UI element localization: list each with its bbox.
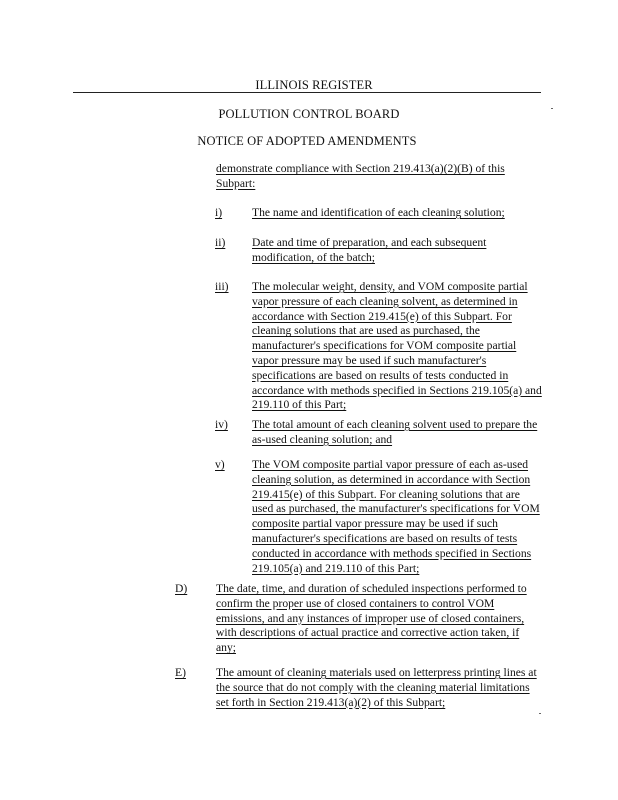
item-text-d: The date, time, and duration of scheduled inspections performed to confirm the proper use of closed containers to control VOM emissions, and any instances of improper use of closed containers, with descriptions of actual practice and corrective action taken, if any; [216, 582, 527, 655]
subitem-label-i: i) [215, 206, 223, 219]
header-rule [73, 92, 541, 93]
subitem-label-v: v) [215, 458, 225, 471]
intro-paragraph: demonstrate compliance with Section 219.413(a)(2)(B) of this Subpart: [216, 162, 505, 190]
subitem-label-ii: ii) [215, 236, 226, 249]
notice-title: NOTICE OF ADOPTED AMENDMENTS [197, 134, 417, 148]
scan-speck [539, 713, 541, 714]
subitem-text-iii: The molecular weight, density, and VOM composite partial vapor pressure of each cleaning solvent, as determined in accordance with Section 219.415(e) of this Subpart. For cleaning solutions that are used as purchased, the manufacturer's specifications for VOM composite partial vapor pressure may be used if such manufacturer's specifications are based on results of tests conducted in accordance with methods specified in Sections 219.105(a) and 219.110 of this Part; [252, 280, 542, 412]
agency-name: POLLUTION CONTROL BOARD [218, 107, 400, 121]
subitem-text-iv: The total amount of each cleaning solvent used to prepare the as-used cleaning solution; and [252, 418, 538, 446]
item-text-e: The amount of cleaning materials used on letterpress printing lines at the source that do not comply with the cleaning material limitations set forth in Section 219.413(a)(2) of this Subpart; [216, 666, 537, 709]
item-label-d: D) [175, 582, 188, 595]
subitem-text-i: The name and identification of each cleaning solution; [252, 206, 505, 219]
subitem-label-iii: iii) [215, 280, 229, 293]
register-title: ILLINOIS REGISTER [255, 78, 373, 92]
subitem-label-iv: iv) [215, 418, 228, 431]
subitem-text-v: The VOM composite partial vapor pressure of each as-used cleaning solution, as determined in accordance with Section 219.415(e) of this Subpart. For cleaning solutions that are used as purchased, the manufacturer's specifications for VOM composite partial vapor pressure may be used if such manufacturer's specifications are based on results of tests conducted in accordance with methods specified in Sections 219.105(a) and 219.110 of this Part; [252, 458, 540, 575]
scan-speck [551, 108, 553, 109]
item-label-e: E) [175, 666, 186, 679]
subitem-text-ii: Date and time of preparation, and each subsequent modification, of the batch; [252, 236, 487, 264]
